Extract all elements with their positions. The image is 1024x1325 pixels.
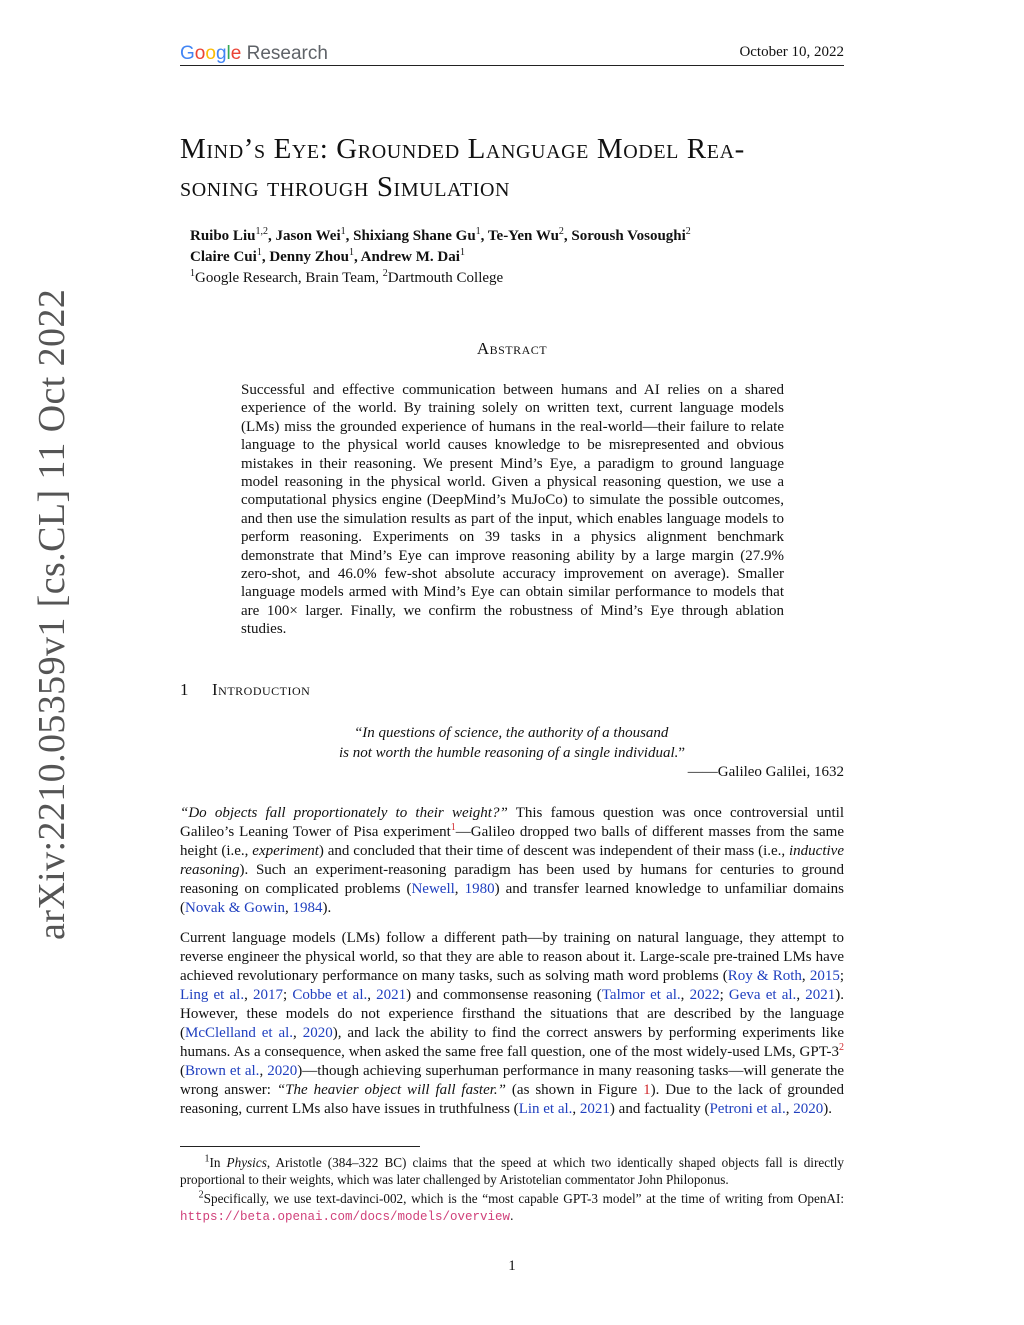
citation-link[interactable]: Newell: [411, 881, 455, 897]
author-line: Claire Cui$^1$, Denny Zhou$^1$, Andrew M. Dai$^1$: [190, 247, 465, 265]
citation-link[interactable]: Brown et al.: [185, 1063, 260, 1079]
footnote: $^1$In Physics, Aristotle (384–322 BC) claims that the speed at which two identically shaped objects fall is directly proportional to their weights, which was later challenged by Aristotelian commentator John Philoponus.: [180, 1153, 844, 1187]
affiliation-line: $^1$Google Research, Brain Team, $^2$Dartmouth College: [190, 268, 504, 286]
figure-link[interactable]: 1: [643, 1082, 651, 1098]
author-block: [190, 226, 840, 289]
header-date: October 10, 2022: [739, 44, 844, 60]
footnote: $^2$Specifically, we use text-davinci-002, which is the “most capable GPT-3 model” at the time of writing from OpenAI: https://beta.openai.com/docs/models/overview.: [180, 1189, 845, 1224]
citation-link[interactable]: 2022: [689, 987, 720, 1003]
epigraph-attribution: ——Galileo Galilei, 1632: [687, 764, 844, 780]
epigraph-quote: “In questions of science, the authority of a thousand is not worth the humble reasoning of a single individual.”: [338, 725, 686, 761]
footnote-divider: [180, 1146, 420, 1147]
page-header: [180, 43, 844, 66]
citation-link[interactable]: 2020: [793, 1101, 824, 1117]
citation-link[interactable]: Petroni et al.: [709, 1101, 786, 1117]
citation-link[interactable]: 2020: [267, 1063, 298, 1079]
citation-link[interactable]: Novak & Gowin: [185, 900, 285, 916]
abstract-heading: Abstract: [476, 339, 548, 358]
citation-link[interactable]: 1984: [292, 900, 323, 916]
footnote-link[interactable]: 1: [450, 822, 456, 833]
citation-link[interactable]: Talmor et al.: [601, 987, 681, 1003]
title-line: Mind’s Eye: Grounded Language Model Rea-: [180, 133, 745, 165]
citation-link[interactable]: Cobbe et al.: [292, 987, 368, 1003]
section-title: Introduction: [212, 680, 311, 699]
google-research-logo: Google Research: [180, 43, 328, 64]
citation-link[interactable]: 2021: [805, 987, 836, 1003]
abstract-body: Successful and effective communication between humans and AI relies on a shared experience of the world. By training solely on written text, current language models (LMs) miss the grounded experience of humans in the real-world—their failure to relate language to the physical world causes knowledge to be misrepresented and obvious mistakes in their reasoning. We present Mind’s Eye, a paradigm to ground language model reasoning in the physical world. Given a physical reasoning question, we use a computational physics engine (DeepMind’s MuJoCo) to simulate the possible outcomes, and then use the simulation results as part of the input, which enables language models to perform reasoning. Experiments on 39 tasks in a physics alignment benchmark demonstrate that Mind’s Eye can improve reasoning ability by a large margin (27.9% zero-shot, and 46.0% few-shot absolute accuracy improvement on average). Smaller language models armed with Mind’s Eye can obtain similar performance to models that are 100× larger. Finally, we confirm the robustness of Mind’s Eye through ablation studies.: [241, 382, 784, 638]
title-line: soning through Simulation: [180, 171, 511, 203]
section-number: 1: [180, 680, 189, 699]
intro-paragraph: Current language models (LMs) follow a different path—by training on natural language, they attempt to reverse engineer the physical world, so that they are able to reason about it. Large-scale pre-trained LMs have achieved revolutionary performance on many tasks, such as solving math word problems (Roy & Roth, 2015; Ling et al., 2017; Cobbe et al., 2021) and commonsense reasoning (Talmor et al., 2022; Geva et al., 2021). However, these models do not experience firsthand the situations that are described by the language (McClelland et al., 2020), and lack the ability to find the correct answers by performing experiments like humans. As a consequence, when asked the same free fall question, one of the most widely-used LMs, GPT-$3^2$ (Brown et al., 2020)—though achieving superhuman performance in many reasoning tasks—will generate the wrong answer: “The heavier object will fall faster.” (as shown in Figure 1). Due to the lack of grounded reasoning, current LMs also have issues in truthfulness (Lin et al., 2021) and factuality (Petroni et al., 2020).: [180, 930, 845, 1117]
citation-link[interactable]: Geva et al.: [728, 987, 797, 1003]
openai-models-url[interactable]: https://beta.openai.com/docs/models/overview: [180, 1210, 511, 1224]
page-number: 1: [508, 1258, 516, 1274]
arxiv-identifier: arXiv:2210.05359v1 [cs.CL] 11 Oct 2022: [31, 288, 73, 940]
citation-link[interactable]: 2017: [253, 987, 283, 1003]
paper-title: [180, 130, 860, 206]
citation-link[interactable]: Lin et al.: [518, 1101, 573, 1117]
citation-link[interactable]: 1980: [464, 881, 495, 897]
author-line: Ruibo Liu$^{1,2}$, Jason Wei$^1$, Shixiang Shane Gu$^1$, Te-Yen Wu$^2$, Soroush Vosoughi$^2$: [190, 226, 691, 244]
intro-paragraph: “Do objects fall proportionately to their weight?” This famous question was once controversial until Galileo’s Leaning Tower of Pisa experiment$^1$—Galileo dropped two balls of different masses from the same height (i.e., experiment) and concluded that their time of descent was independent of their mass (i.e., inductive reasoning). Such an experiment-reasoning paradigm has been used by humans for centuries to ground reasoning on complicated problems (Newell, 1980) and transfer learned knowledge to unfamiliar domains (Novak & Gowin, 1984).: [180, 805, 845, 916]
citation-link[interactable]: 2015: [809, 968, 840, 984]
citation-link[interactable]: Ling et al.: [180, 987, 245, 1003]
citation-link[interactable]: McClelland et al.: [185, 1025, 294, 1041]
citation-link[interactable]: 2020: [302, 1025, 333, 1041]
citation-link[interactable]: 2021: [579, 1101, 610, 1117]
citation-link[interactable]: 2021: [376, 987, 407, 1003]
section-heading: [180, 680, 310, 700]
footnote-link[interactable]: 2: [839, 1042, 844, 1053]
citation-link[interactable]: Roy & Roth: [727, 968, 802, 984]
